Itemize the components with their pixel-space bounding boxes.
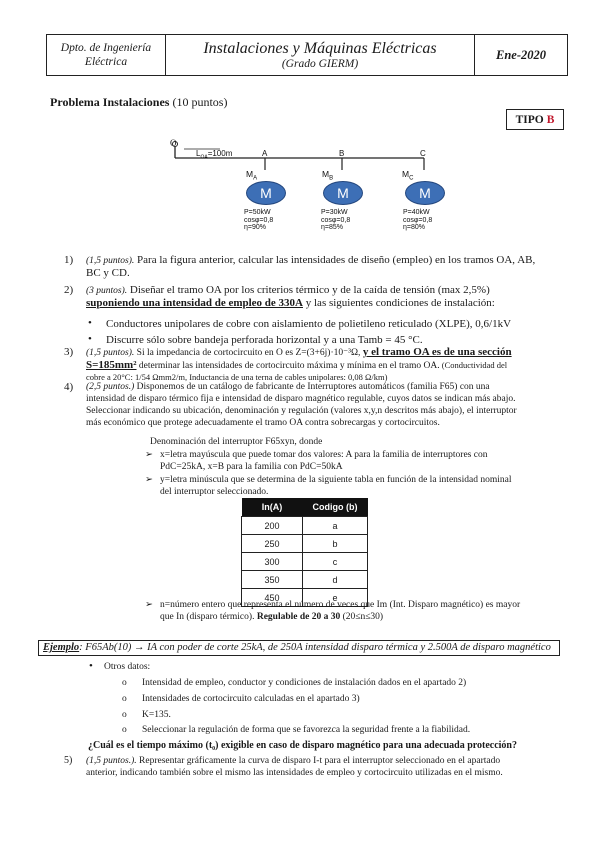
q4-n-def: n=número entero que representa el número de veces que Im (Int. Disparo magnético) es mayor que In (disparo térmico). Regulable de 20 a 30 (20≤n≤30) xyxy=(160,600,521,622)
otros-item: Intensidades de cortocircuito calculadas en el apartado 3) xyxy=(142,694,360,704)
title: Instalaciones y Máquinas Eléctricas xyxy=(203,39,437,57)
q4-y-def: y=letra minúscula que se determina de la siguiente tabla en función de la intensidad nominal del interruptor seleccionado. xyxy=(160,475,512,497)
q4-x-def: x=letra mayúscula que puede tomar dos valores: A para la familia de interruptores con PdC=25kA, x=B para la familia con PdC=50kA xyxy=(160,450,488,472)
code-table xyxy=(241,498,368,607)
node-b: B xyxy=(339,149,345,158)
q4-text: (2,5 puntos.) Disponemos de un catálogo de fabricante de Interruptores automáticos (familia F65) con una intensidad de disparo térmico fija e intensidad de disparo magnético regulable, cuyos datos se indican más abajo. Seleccionar indicando su ubicación, denominación y regulación (valores x,y,n descritos más abajo), el interruptor más económico que protege adecuadamente el tramo OA contra sobrecargas y cortocircuitos. xyxy=(86,382,517,428)
otros-item: Intensidad de empleo, conductor y condiciones de instalación dados en el apartado 2) xyxy=(142,678,467,688)
node-c: C xyxy=(420,149,426,158)
loa-label: $L_{OA}=100m$ xyxy=(196,149,233,161)
table-header: In(A) xyxy=(242,498,303,517)
otros-title: Otros datos: xyxy=(104,662,151,672)
tipo-box: TIPO B xyxy=(506,109,564,130)
motor-b-label: $M_B$ xyxy=(322,169,334,182)
tipo-letter: B xyxy=(546,113,555,126)
motor-b-icon: M xyxy=(323,181,363,205)
table-row: 300 c xyxy=(242,553,368,571)
q4-number: 4) xyxy=(64,381,74,393)
q2-bullet2: Discurre sólo sobre bandeja perforada horizontal y a una Tamb = 45 °C. xyxy=(106,334,423,346)
q4-denom: Denominación del interruptor F65xyn, donde xyxy=(150,437,323,447)
motor-c-label: $M_C$ xyxy=(402,169,414,182)
motor-c-icon: M xyxy=(405,181,445,205)
motor-c-spec: P=40kW cosφ=0,8 η=80% xyxy=(403,209,433,232)
dept-line2: Eléctrica xyxy=(84,56,128,68)
table-header: Codigo (b) xyxy=(303,498,368,517)
example-box: Ejemplo: F65Ab(10) → IA con poder de corte 25kA, de 250A intensidad disparo térmica y 2.500A de disparo magnético xyxy=(38,640,560,656)
arrow-bullet-icon: ➢ xyxy=(145,475,153,485)
circle-bullet: o xyxy=(122,725,127,735)
course-title xyxy=(166,35,475,75)
motor-a-icon: M xyxy=(246,181,286,205)
q5-text: (1,5 puntos.). Representar gráficamente la curva de disparo I-t para el interruptor seleccionado en el apartado anterior, indicando también sobre el mismo las intensidades de empleo y cortocircuito utilizadas en el mismo. xyxy=(86,756,503,778)
arrow-bullet-icon: ➢ xyxy=(145,600,153,610)
dept-line1: Dpto. de Ingeniería xyxy=(60,42,152,54)
circle-bullet: o xyxy=(122,694,127,704)
otros-item: K=135. xyxy=(142,710,171,720)
bullet-dot: • xyxy=(88,333,92,345)
q2-bullet1: Conductores unipolares de cobre con aislamiento de polietileno reticulado (XLPE), 0,6/1kV xyxy=(106,318,512,330)
key-question: ¿Cuál es el tiempo máximo (t₀) exigible en caso de disparo magnético para una adecuada protección? xyxy=(88,740,517,751)
q5-number: 5) xyxy=(64,755,73,766)
department xyxy=(47,35,166,75)
otros-item: Seleccionar la regulación de forma que se favorezca la seguridad frente a la fiabilidad. xyxy=(142,725,471,735)
origin-label: O xyxy=(170,138,177,148)
q1-number: 1) xyxy=(64,254,74,266)
q3-number: 3) xyxy=(64,346,74,358)
exam-date: Ene-2020 xyxy=(496,47,546,62)
table-row: 450 e xyxy=(242,589,368,607)
table-row: 350 d xyxy=(242,571,368,589)
bullet-dot: • xyxy=(89,660,93,672)
circle-bullet: o xyxy=(122,710,127,720)
motor-b-spec: P=30kW cosφ=0,8 η=85% xyxy=(321,209,351,232)
header-box xyxy=(46,34,568,76)
subtitle: (Grado GIERM) xyxy=(281,57,359,70)
circle-bullet: o xyxy=(122,678,127,688)
motor-a-spec: P=50kW cosφ=0,8 η=90% xyxy=(244,209,274,232)
node-a: A xyxy=(262,149,268,158)
table-row: 200 a xyxy=(242,517,368,535)
q2-text: (3 puntos). Diseñar el tramo OA por los criterios térmico y de la caída de tensión (max 2,5%) suponiendo una intensidad de empleo de 330A y las siguientes condiciones de instalación: xyxy=(86,284,495,309)
q2-number: 2) xyxy=(64,284,74,296)
arrow-bullet-icon: ➢ xyxy=(145,450,153,460)
q1-text: (1,5 puntos). Para la figura anterior, calcular las intensidades de diseño (empleo) en los tramos OA, AB, BC y CD. xyxy=(86,254,536,279)
motor-a-label: $M_A$ xyxy=(246,169,258,182)
q3-text: (1,5 puntos). Si la impedancia de cortocircuito en O es Z=(3+6j)·10⁻³Ω, y el tramo OA es de una sección S=185mm² determinar las intensidades de cortocircuito máxima y mínima en el tramo OA. (Conductividad del cobre a 20°C: 1/54 Ωmm2/m, Inductancia de una terna de cables unipolares: 0,08 Ω/km) xyxy=(86,346,512,382)
problem-title: Problema Instalaciones (10 puntos) xyxy=(50,95,228,109)
bullet-dot: • xyxy=(88,317,92,329)
table-row: 250 b xyxy=(242,535,368,553)
